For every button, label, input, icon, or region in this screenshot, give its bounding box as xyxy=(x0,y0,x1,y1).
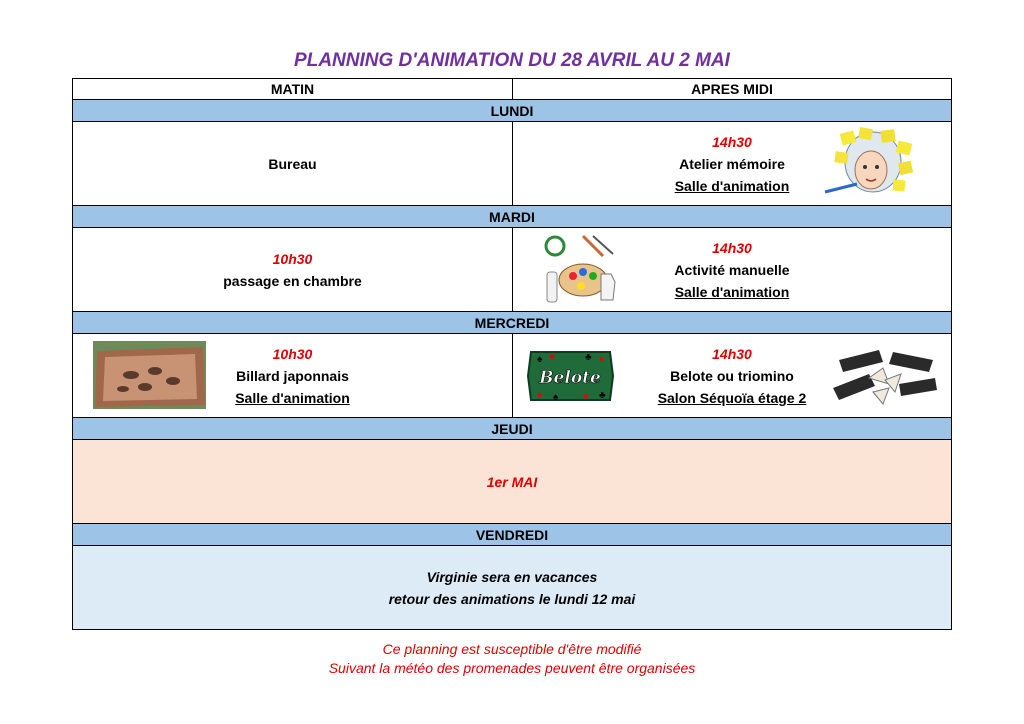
activity-place: Salle d'animation xyxy=(674,177,790,194)
svg-text:♠: ♠ xyxy=(553,392,559,403)
holiday-note: 1er MAI xyxy=(486,473,538,490)
day-header-wednesday: MERCREDI xyxy=(73,312,952,334)
activity-text: Atelier mémoire xyxy=(679,155,785,172)
thursday-cell xyxy=(73,440,952,524)
column-header-morning: MATIN xyxy=(73,79,513,100)
schedule-table xyxy=(72,78,952,630)
activity-text: Belote ou triomino xyxy=(670,367,794,384)
belote-logo-text: Belote xyxy=(539,368,601,388)
svg-text:♠: ♠ xyxy=(537,354,543,365)
tuesday-afternoon-cell xyxy=(513,228,952,312)
memory-illustration-image xyxy=(823,126,927,200)
monday-afternoon-cell xyxy=(513,122,952,206)
svg-text:♦: ♦ xyxy=(599,354,605,365)
activity-time: 14h30 xyxy=(712,133,752,150)
activity-place: Salle d'animation xyxy=(674,283,790,300)
activity-place: Salon Séquoïa étage 2 xyxy=(657,389,807,406)
activity-time: 14h30 xyxy=(712,345,752,362)
page-title: PLANNING D'ANIMATION DU 28 AVRIL AU 2 MAI xyxy=(294,50,730,71)
activity-text: Activité manuelle xyxy=(674,261,790,278)
monday-row xyxy=(73,122,952,206)
thursday-row xyxy=(73,440,952,524)
wednesday-row xyxy=(73,334,952,418)
footer-line-1: Ce planning est susceptible d'être modifié xyxy=(382,641,642,657)
activity-text: Bureau xyxy=(268,155,317,172)
activity-time: 10h30 xyxy=(272,250,313,267)
activity-time: 14h30 xyxy=(712,239,752,256)
footer-line-2: Suivant la météo des promenades peuvent être organisées xyxy=(328,660,696,676)
vacation-note-line-2: retour des animations le lundi 12 mai xyxy=(388,590,636,607)
activity-text: Billard japonnais xyxy=(236,367,349,384)
column-header-afternoon: APRES MIDI xyxy=(513,79,952,100)
activity-text: passage en chambre xyxy=(223,272,362,289)
day-header-thursday: JEUDI xyxy=(73,418,952,440)
monday-morning-cell xyxy=(73,122,513,206)
svg-text:♥: ♥ xyxy=(583,392,589,403)
friday-row xyxy=(73,546,952,630)
tuesday-morning-cell xyxy=(73,228,513,312)
svg-text:♣: ♣ xyxy=(585,352,592,363)
svg-text:♣: ♣ xyxy=(599,390,606,401)
vacation-note-line-1: Virginie sera en vacances xyxy=(426,568,598,585)
activity-time: 10h30 xyxy=(272,345,313,362)
footer-notes xyxy=(0,640,1024,678)
column-header-row xyxy=(73,79,952,100)
day-header-tuesday: MARDI xyxy=(73,206,952,228)
tuesday-row xyxy=(73,228,952,312)
triomino-tiles-image xyxy=(829,344,941,408)
friday-cell xyxy=(73,546,952,630)
day-header-friday: VENDREDI xyxy=(73,524,952,546)
svg-text:♦: ♦ xyxy=(537,390,543,401)
svg-text:♥: ♥ xyxy=(549,352,555,363)
wednesday-afternoon-cell xyxy=(513,334,952,418)
activity-place: Salle d'animation xyxy=(235,389,350,406)
day-header-monday: LUNDI xyxy=(73,100,952,122)
wednesday-morning-cell xyxy=(73,334,513,418)
